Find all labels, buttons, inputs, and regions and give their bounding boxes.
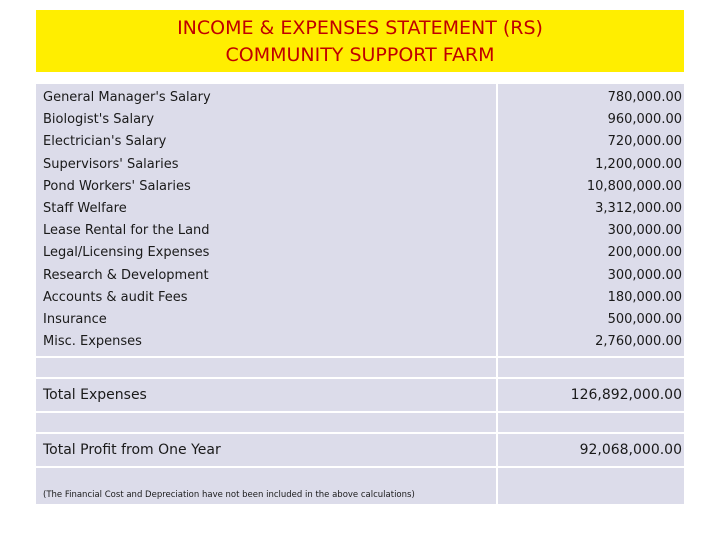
- footnote-empty-cell: [498, 468, 684, 504]
- expense-label: Misc. Expenses: [43, 334, 142, 350]
- expense-value: 200,000.00: [607, 245, 682, 261]
- expense-value: 3,312,000.00: [595, 201, 682, 217]
- expense-value: 300,000.00: [607, 267, 682, 283]
- expense-value: 720,000.00: [607, 134, 682, 150]
- spacer-cell: [498, 413, 684, 432]
- expense-label: Research & Development: [43, 267, 209, 283]
- expense-value: 300,000.00: [607, 223, 682, 239]
- expenses-table: [36, 84, 684, 506]
- footnote-text: (The Financial Cost and Depreciation have not been included in the above calculations): [36, 468, 498, 504]
- expense-values-column: [498, 84, 684, 356]
- expense-label: Pond Workers' Salaries: [43, 178, 191, 194]
- total-expenses-label: Total Expenses: [36, 379, 498, 411]
- expense-label: Accounts & audit Fees: [43, 289, 188, 305]
- expense-labels-column: [36, 84, 498, 356]
- expense-value: 500,000.00: [607, 312, 682, 328]
- expense-label: Electrician's Salary: [43, 134, 167, 150]
- spacer-cell: [36, 413, 498, 432]
- expense-value: 780,000.00: [607, 90, 682, 105]
- spacer-row: [36, 358, 684, 379]
- expense-label: Insurance: [43, 312, 107, 328]
- total-profit-value: 92,068,000.00: [579, 442, 682, 459]
- total-expenses-row: [36, 379, 684, 413]
- expense-items-block: [36, 84, 684, 358]
- expense-value: 2,760,000.00: [595, 334, 682, 350]
- footnote-row: [36, 468, 684, 506]
- statement-title: [36, 10, 684, 72]
- expense-label: Staff Welfare: [43, 201, 127, 217]
- expense-label: General Manager's Salary: [43, 90, 211, 105]
- spacer-row: [36, 413, 684, 434]
- total-profit-row: [36, 434, 684, 468]
- expense-label: Lease Rental for the Land: [43, 223, 210, 239]
- expense-label: Biologist's Salary: [43, 112, 155, 128]
- expense-label: Supervisors' Salaries: [43, 156, 179, 172]
- total-profit-label: Total Profit from One Year: [36, 434, 498, 466]
- expense-value: 180,000.00: [607, 289, 682, 305]
- expense-value: 1,200,000.00: [595, 156, 682, 172]
- expense-label: Legal/Licensing Expenses: [43, 245, 210, 261]
- expense-value: 960,000.00: [607, 112, 682, 128]
- expense-value: 10,800,000.00: [586, 178, 682, 194]
- spacer-cell: [498, 358, 684, 377]
- total-expenses-value: 126,892,000.00: [570, 387, 682, 404]
- spacer-cell: [36, 358, 498, 377]
- title-line-1: INCOME & EXPENSES STATEMENT (RS): [177, 17, 543, 39]
- title-line-2: COMMUNITY SUPPORT FARM: [225, 44, 495, 66]
